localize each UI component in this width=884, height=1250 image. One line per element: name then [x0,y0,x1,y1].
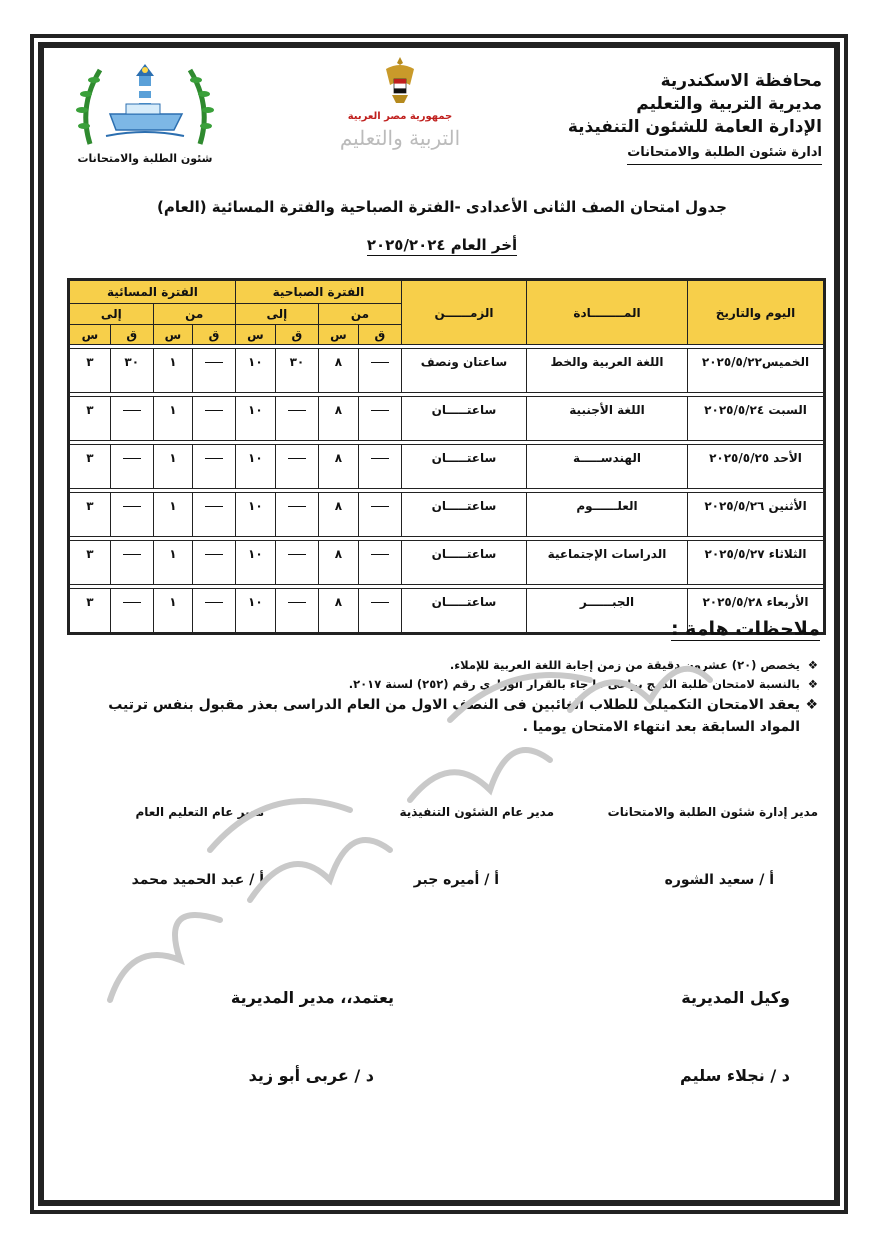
unit-hour: س [153,325,193,345]
bullet-icon: ❖ [807,658,818,672]
cell-empty [110,493,153,537]
logo-caption: شئون الطلبة والامتحانات [77,152,213,165]
cell-evening-from-hour: ١ [153,397,193,441]
cell-morning-to-min: ٣٠ [275,349,318,393]
table-row [69,349,825,393]
evening-to: إلى [69,304,154,325]
col-header-duration: الزمــــــن [402,280,527,345]
egypt-emblem [330,55,470,165]
eagle-emblem-icon [382,55,418,107]
page-title: جدول امتحان الصف الثانى الأعدادى -الفترة الصباحية والفترة المسائية (العام) [157,198,727,216]
table-row [69,445,825,489]
col-header-day: اليوم والتاريخ [688,280,825,345]
cell-morning-to-hour: ١٠ [235,493,275,537]
cell-empty [275,589,318,634]
table-row [69,397,825,441]
cell-empty [275,541,318,585]
general-admin-name: الإدارة العامة للشئون التنفيذية [567,117,822,137]
unit-min: ق [110,325,153,345]
cell-empty [358,541,401,585]
cell-morning-from-hour: ٨ [318,349,358,393]
cell-evening-to-hour: ٣ [69,541,111,585]
cell-evening-from-hour: ١ [153,445,193,489]
cell-morning-from-hour: ٨ [318,541,358,585]
cell-empty [193,397,236,441]
table-row [69,541,825,585]
cell-empty [358,349,401,393]
cell-empty [275,493,318,537]
cell-morning-to-hour: ١٠ [235,589,275,634]
cell-empty [275,445,318,489]
signature-name-general: أ / عبد الحميد محمد [131,872,264,888]
cell-day: السبت ٢٠٢٥/٥/٢٤ [688,397,825,441]
unit-min: ق [358,325,401,345]
term-label: أخر العام ٢٠٢٥/٢٠٢٤ [366,236,518,254]
cell-evening-to-hour: ٣ [69,397,111,441]
cell-duration: ساعتـــــان [402,445,527,489]
cell-evening-to-hour: ٣ [69,445,111,489]
cell-subject: الهندســـــة [527,445,688,489]
cell-duration: ساعتان ونصف [402,349,527,393]
directorate-name: مديرية التربية والتعليم [636,94,822,114]
cell-evening-to-min: ٣٠ [110,349,153,393]
unit-min: ق [275,325,318,345]
page-subtitle [0,236,884,254]
cell-empty [275,397,318,441]
note-continuation: المواد السابقة بعد انتهاء الامتحان يوميا . [522,719,800,735]
signature-name-exec: أ / أميره جبر [413,872,499,888]
cell-day: الأحد ٢٠٢٥/٥/٢٥ [688,445,825,489]
cell-evening-from-hour: ١ [153,589,193,634]
cell-morning-from-hour: ٨ [318,493,358,537]
cell-morning-to-hour: ١٠ [235,445,275,489]
signature-title-exec: مدير عام الشئون التنفيذية [399,805,554,819]
header-authority [562,70,822,165]
unit-hour: س [235,325,275,345]
cell-empty [193,445,236,489]
admin-name: ادارة شئون الطلبة والامتحانات [627,141,822,165]
evening-from: من [153,304,235,325]
governorate-name: محافظة الاسكندرية [660,71,822,91]
cell-day: الأربعاء ٢٠٢٥/٥/٢٨ [688,589,825,634]
cell-day: الثلاثاء ٢٠٢٥/٥/٢٧ [688,541,825,585]
cell-day: الخميس٢٠٢٥/٥/٢٢ [688,349,825,393]
cell-duration: ساعتـــــان [402,541,527,585]
student-affairs-logo [70,56,220,168]
morning-to: إلى [235,304,318,325]
cell-duration: ساعتـــــان [402,493,527,537]
note-text: يعقد الامتحان التكميلى للطلاب الغائبين فى النصف الاول من العام الدراسى بعذر مقبول بنفس ترتيب [108,697,800,713]
cell-empty [358,445,401,489]
unit-hour: س [69,325,111,345]
exam-schedule-table [67,278,826,635]
bullet-icon: ❖ [805,697,818,713]
note-item [78,675,818,694]
cell-empty [358,589,401,634]
morning-from: من [318,304,401,325]
note-item [78,656,818,675]
cell-empty [358,493,401,537]
signature-name-deputy: د / نجلاء سليم [680,1066,790,1085]
notes-heading [671,618,820,640]
notes-list [78,656,818,738]
cell-subject: الجبــــــر [527,589,688,634]
cell-evening-to-hour: ٣ [69,589,111,634]
cell-empty [110,541,153,585]
cell-empty [110,589,153,634]
cell-empty [358,397,401,441]
signature-title-students: مدير إدارة شئون الطلبة والامتحانات [607,805,818,819]
cell-duration: ساعتـــــان [402,397,527,441]
note-text: يخصص (٢٠) عشرون دقيقة من زمن إجابة اللغة العربية للإملاء. [449,658,800,672]
republic-caption: جمهورية مصر العربية [347,111,453,122]
cell-morning-to-hour: ١٠ [235,397,275,441]
cell-morning-from-hour: ٨ [318,589,358,634]
signature-name-director: د / عربى أبو زيد [248,1066,374,1085]
cell-empty [193,589,236,634]
cell-evening-from-hour: ١ [153,493,193,537]
cell-evening-from-hour: ١ [153,541,193,585]
unit-hour: س [318,325,358,345]
cell-evening-to-hour: ٣ [69,493,111,537]
cell-empty [193,349,236,393]
notes-title: ملاحظات هامة : [670,618,820,640]
cell-empty [193,541,236,585]
unit-min: ق [193,325,236,345]
col-header-subject: المــــــــادة [527,280,688,345]
note-text: بالنسبة لامتحان طلبة الدمج يراعى ما جاء بالقرار الوزارى رقم (٢٥٢) لسنة ٢٠١٧. [348,677,800,691]
cell-morning-from-hour: ٨ [318,445,358,489]
signature-deputy: وكيل المديرية [681,988,790,1007]
cell-empty [110,397,153,441]
note-item [78,694,818,716]
cell-subject: اللغة العربية والخط [527,349,688,393]
cell-subject: اللغة الأجنبية [527,397,688,441]
ministry-calligraphy: التربية والتعليم [339,126,461,150]
cell-morning-from-hour: ٨ [318,397,358,441]
cell-subject: الدراسات الإجتماعية [527,541,688,585]
lighthouse-ship-logo-icon [70,56,220,152]
col-header-morning: الفترة الصباحية [235,280,401,304]
cell-morning-to-hour: ١٠ [235,541,275,585]
cell-morning-to-hour: ١٠ [235,349,275,393]
cell-day: الأثنين ٢٠٢٥/٥/٢٦ [688,493,825,537]
cell-evening-from-hour: ١ [153,349,193,393]
cell-empty [110,445,153,489]
cell-evening-to-hour: ٣ [69,349,111,393]
signature-approve: يعتمد،، مدير المديرية [230,988,394,1007]
cell-empty [193,493,236,537]
table-row [69,493,825,537]
col-header-evening: الفترة المسائية [69,280,236,304]
bullet-icon: ❖ [807,677,818,691]
signature-title-general: مدير عام التعليم العام [135,805,264,819]
cell-duration: ساعتـــــان [402,589,527,634]
signature-name-students: أ / سعيد الشوره [664,872,774,888]
cell-subject: العلــــــوم [527,493,688,537]
